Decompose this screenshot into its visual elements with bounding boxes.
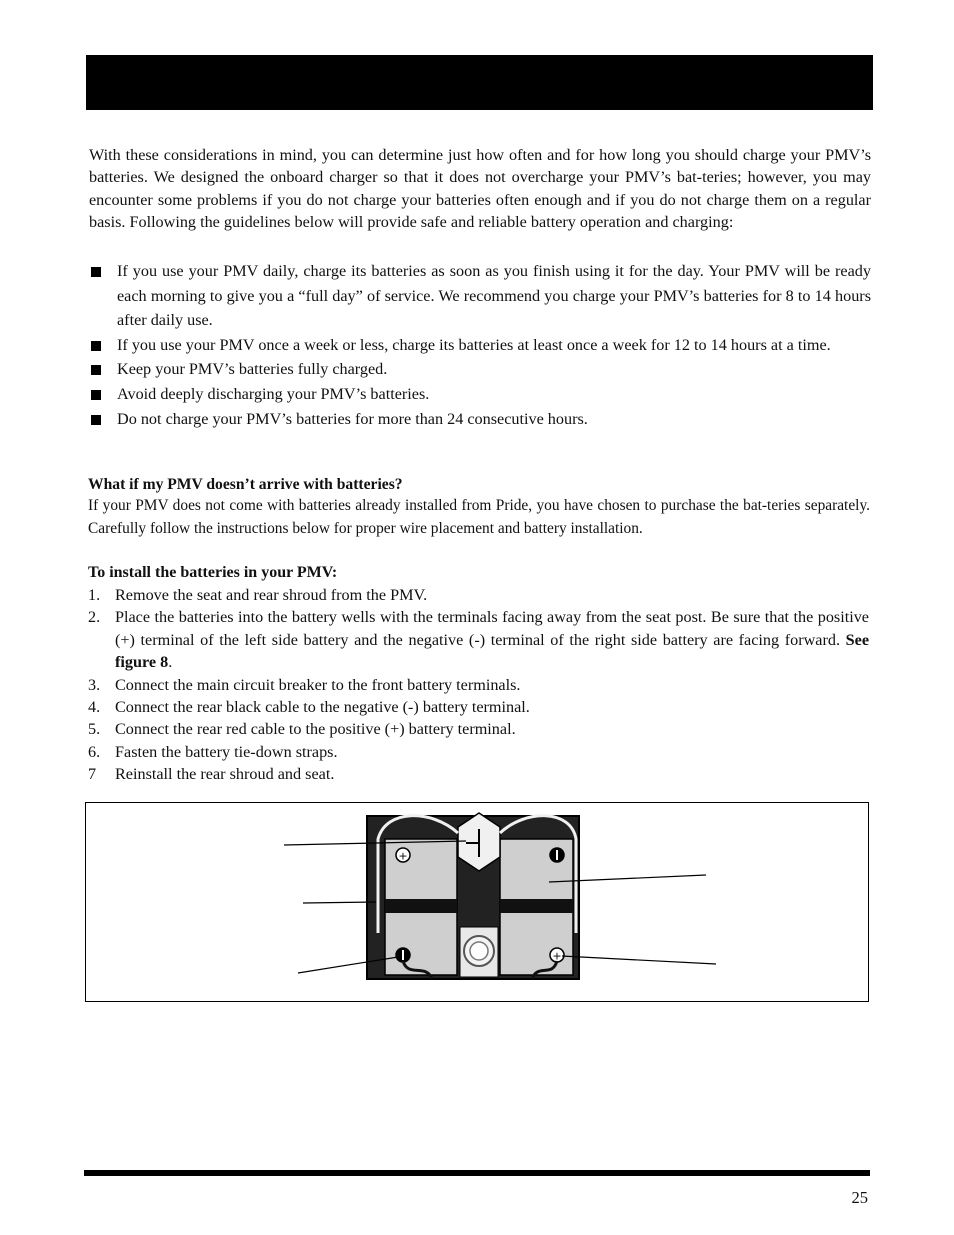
charging-guidelines-list [89, 259, 871, 431]
battery-diagram [86, 803, 868, 1001]
square-bullet-icon [91, 390, 101, 400]
list-item-text: If you use your PMV once a week or less, charge its batteries at least once a week for 12 to 14 hours at a time. [117, 335, 831, 354]
step-text: Fasten the battery tie-down straps. [115, 742, 338, 761]
step-item [88, 674, 869, 696]
square-bullet-icon [91, 267, 101, 277]
square-bullet-icon [91, 365, 101, 375]
list-item-text: Do not charge your PMV’s batteries for more than 24 consecutive hours. [117, 409, 588, 428]
list-item [89, 407, 871, 432]
page-number: 25 [851, 1188, 868, 1207]
callout-line [562, 956, 716, 964]
step-number: 5. [88, 720, 101, 739]
square-bullet-icon [91, 341, 101, 351]
figure-reference: See figure 8 [115, 630, 869, 672]
step-text-end: . [168, 653, 173, 672]
step-number: 6. [88, 742, 101, 761]
svg-text:+: + [398, 849, 408, 863]
install-steps-heading: To install the batteries in your PMV: [88, 564, 338, 581]
install-steps-list [88, 584, 869, 786]
section-header-bar [86, 55, 873, 110]
batteries-question-body: If your PMV does not come with batteries already installed from Pride, you have chosen to purchase the bat-teries separately. Carefully follow the instructions below for proper wire placement and battery installation. [88, 497, 870, 537]
list-item-text: Avoid deeply discharging your PMV’s batteries. [117, 384, 430, 403]
list-item [89, 333, 871, 358]
batteries-question-heading: What if my PMV doesn’t arrive with batteries? [88, 476, 403, 493]
left-tie-down-strap [385, 899, 457, 913]
step-item [88, 763, 869, 785]
step-number: 7 [88, 765, 97, 784]
callout-line [303, 902, 376, 903]
square-bullet-icon [91, 415, 101, 425]
step-text: Place the batteries into the battery wells with the terminals facing away from the seat post. Be sure that the positive (+) terminal of the left side battery and the negative (-) terminal of the right side battery are facing forward. [115, 608, 869, 649]
battery-figure [85, 802, 869, 1002]
step-item [88, 584, 869, 606]
list-item-text: Keep your PMV’s batteries fully charged. [117, 360, 388, 379]
step-text: Connect the main circuit breaker to the front battery terminals. [115, 675, 521, 694]
step-item [88, 696, 869, 718]
step-item [88, 606, 869, 673]
step-number: 2. [88, 608, 101, 627]
list-item-text: If you use your PMV daily, charge its batteries as soon as you finish using it for the day. Your PMV will be ready each morning to give you a “full day” of service. We recommend you charge your PMV’s batteries for 8 to 14 hours after daily use. [117, 262, 871, 330]
step-number: 4. [88, 698, 101, 717]
step-item [88, 718, 869, 740]
step-item [88, 741, 869, 763]
intro-paragraph: With these considerations in mind, you can determine just how often and for how long you should charge your PMV’s batteries. We designed the onboard charger so that it does not overcharge your PMV’s bat-teries; however, you may encounter some problems if you do not charge your batteries often enough and if you do not charge them on a regular basis. Following the guidelines below will provide safe and reliable battery operation and charging: [89, 146, 871, 232]
list-item [89, 259, 871, 333]
step-number: 1. [88, 586, 101, 604]
list-item [89, 357, 871, 382]
svg-text:+: + [552, 949, 562, 963]
right-tie-down-strap [500, 899, 573, 913]
step-text: Remove the seat and rear shroud from the PMV. [115, 586, 428, 604]
footer-rule [84, 1170, 870, 1176]
list-item [89, 382, 871, 407]
step-text: Connect the rear black cable to the negative (-) battery terminal. [115, 698, 530, 717]
step-number: 3. [88, 675, 101, 694]
step-text: Reinstall the rear shroud and seat. [115, 765, 335, 784]
step-text: Connect the rear red cable to the positive (+) battery terminal. [115, 720, 516, 739]
